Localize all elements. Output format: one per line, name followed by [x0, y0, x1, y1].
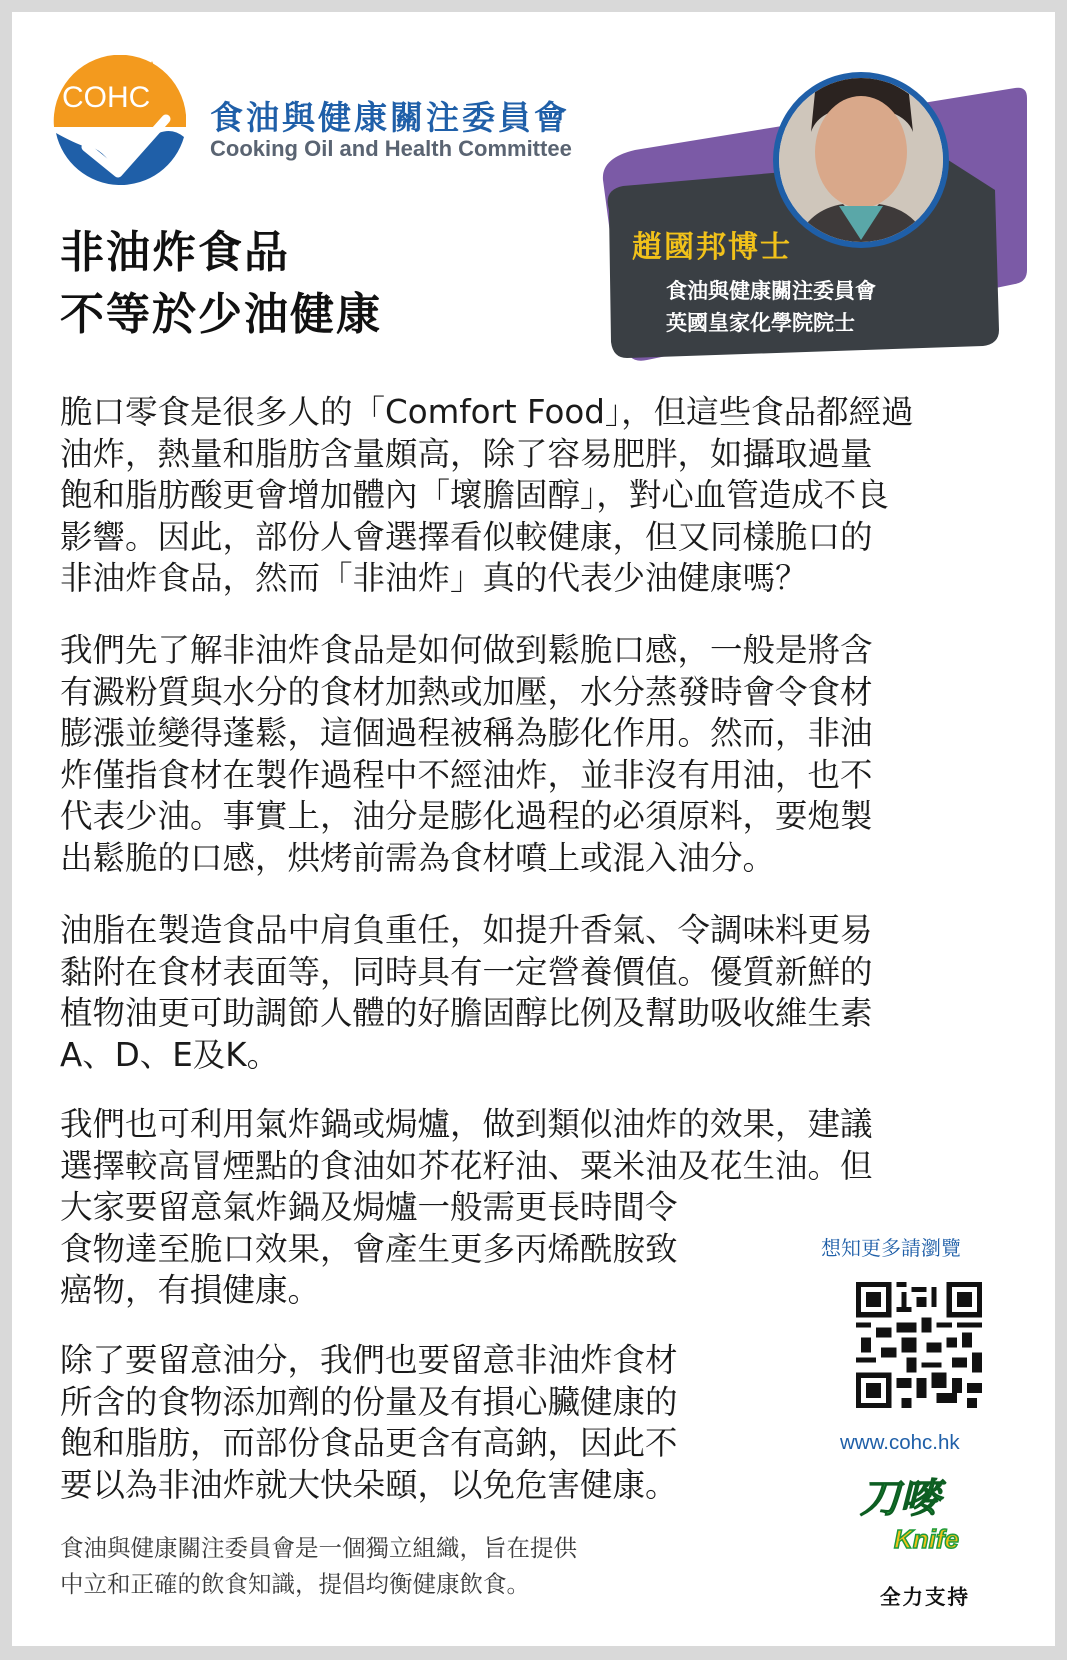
footer-note-line-2: 中立和正確的飲食知識，提倡均衡健康飲食。 [60, 1570, 530, 1598]
author-title-line-1: 食油與健康關注委員會 [666, 279, 876, 303]
author-title-line-2: 英國皇家化學院院士 [666, 311, 855, 335]
support-label: 全力支持 [880, 1585, 970, 1609]
paragraph-line: 我們先了解非油炸食品是如何做到鬆脆口感，一般是將含 [60, 631, 873, 669]
paragraph-line: 飽和脂肪酸更會增加體內「壞膽固醇」，對心血管造成不良 [60, 476, 889, 514]
more-info-label: 想知更多請瀏覽 [821, 1236, 961, 1260]
headline [60, 222, 382, 346]
paragraph-1 [60, 392, 914, 600]
paragraph-line: A、D、E及K。 [60, 1035, 280, 1074]
headline-line-1: 非油炸食品 [60, 227, 290, 278]
paragraph-line: 我們也可利用氣炸鍋或焗爐，做到類似油炸的效果，建議 [60, 1105, 873, 1143]
paragraph-line: 要以為非油炸就大快朵頤，以免危害健康。 [60, 1465, 678, 1504]
paragraph-line: 飽和脂肪，而部份食品更含有高鈉，因此不 [60, 1424, 678, 1462]
paragraph-line: 油炸，熱量和脂肪含量頗高，除了容易肥胖，如攝取過量 [60, 434, 873, 473]
paragraph-2 [60, 630, 873, 879]
footer-note [60, 1530, 577, 1602]
knife-brand-logo [858, 1468, 978, 1560]
paragraph-line: 黏附在食材表面等，同時具有一定營養價值。優質新鮮的 [60, 952, 873, 991]
paragraph-line: 癌物，有損健康。 [60, 1271, 321, 1309]
paragraph-line: 植物油更可助調節人體的好膽固醇比例及幫助吸收維生素 [60, 994, 873, 1032]
paragraph-line: 食物達至脆口效果，會產生更多丙烯酰胺致 [60, 1229, 678, 1268]
paragraph-3 [60, 910, 873, 1076]
paragraph-line: 所含的食物添加劑的份量及有損心臟健康的 [60, 1382, 678, 1421]
paragraph-line: 非油炸食品，然而「非油炸」真的代表少油健康嗎？ [60, 559, 808, 597]
website-link[interactable]: www.cohc.hk [840, 1431, 960, 1454]
paragraph-line: 炸僅指食材在製作過程中不經油炸，並非沒有用油，也不 [60, 755, 873, 794]
organization-name-en: Cooking Oil and Health Committee [210, 136, 572, 161]
paragraph-line: 大家要留意氣炸鍋及焗爐一般需更長時間令 [60, 1188, 678, 1226]
paragraph-line: 代表少油。事實上，油分是膨化過程的必須原料，要炮製 [60, 797, 873, 835]
paragraph-line: 油脂在製造食品中肩負重任，如提升香氣、令調味料更易 [60, 911, 873, 949]
footer-note-line-1: 食油與健康關注委員會是一個獨立組織，旨在提供 [60, 1534, 577, 1562]
paragraph-4 [60, 1104, 873, 1312]
organization-name-zh: 食油與健康關注委員會 [210, 98, 570, 137]
paragraph-line: 影響。因此，部份人會選擇看似較健康，但又同樣脆口的 [60, 517, 873, 556]
brand-main-text: 刀嘜 [860, 1476, 940, 1522]
paragraph-line: 除了要留意油分，我們也要留意非油炸食材 [60, 1341, 678, 1379]
cohc-logo [48, 55, 198, 195]
paragraph-line: 膨漲並變得蓬鬆，這個過程被稱為膨化作用。然而，非油 [60, 714, 873, 752]
qr-code[interactable] [856, 1282, 982, 1408]
paragraph-line: 選擇較高冒煙點的食油如芥花籽油、粟米油及花生油。但 [60, 1146, 873, 1185]
paragraph-line: 脆口零食是很多人的「Comfort Food」，但這些食品都經過 [60, 393, 914, 431]
headline-line-2: 不等於少油健康 [60, 289, 382, 340]
brand-sub-text: Knife [894, 1524, 959, 1554]
paragraph-line: 有澱粉質與水分的食材加熱或加壓，水分蒸發時會令食材 [60, 672, 873, 711]
author-name: 趙國邦博士 [632, 230, 792, 265]
paragraph-line: 出鬆脆的口感，烘烤前需為食材噴上或混入油分。 [60, 838, 776, 877]
logo-wordmark: COHC [62, 81, 151, 114]
paragraph-5 [60, 1340, 678, 1506]
